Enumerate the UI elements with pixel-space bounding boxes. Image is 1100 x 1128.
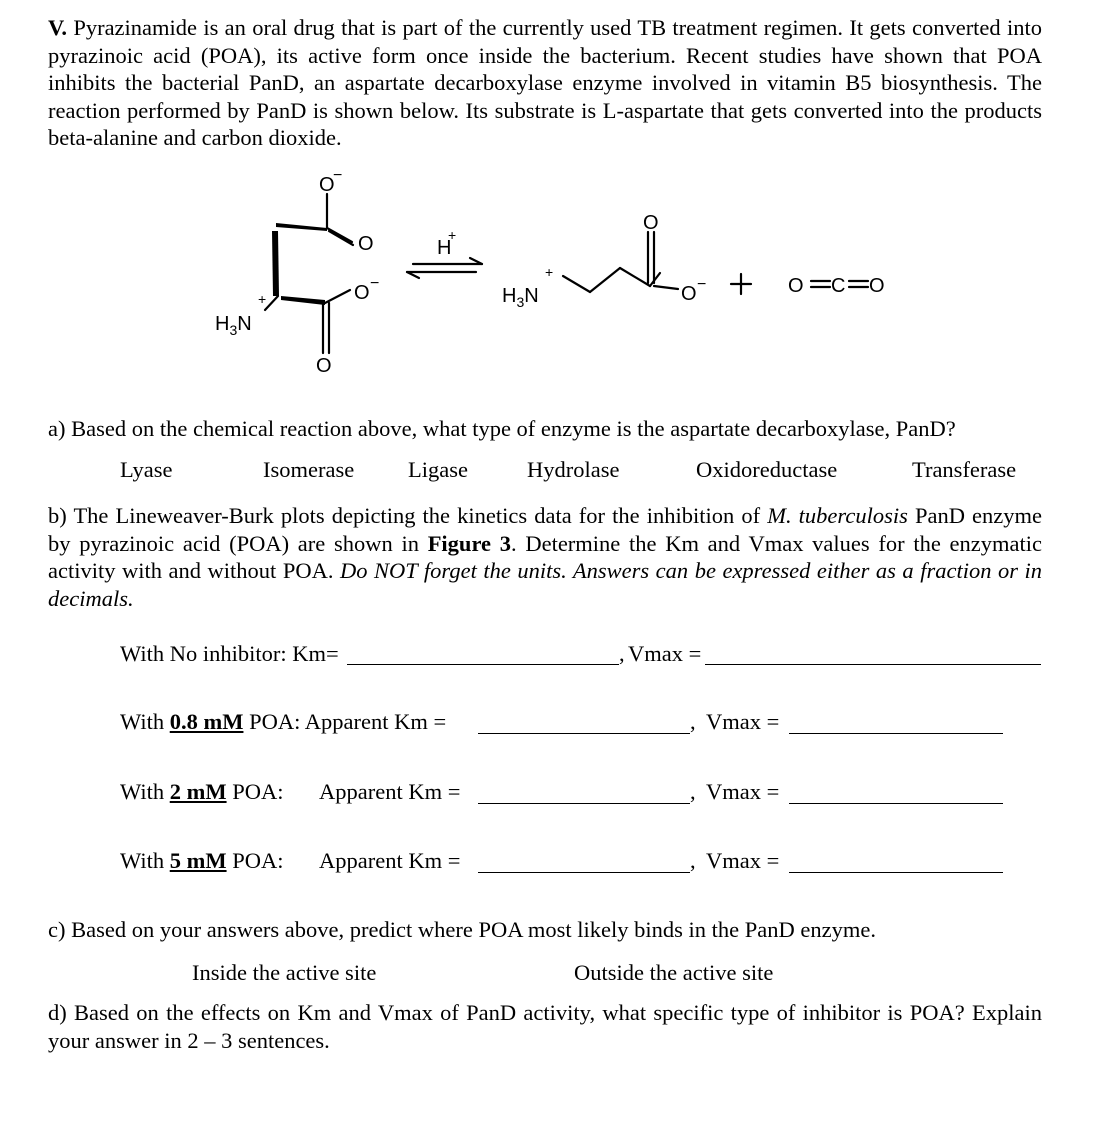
intro-text: Pyrazinamide is an oral drug that is part of the currently used TB treatment regimen. It gets converted into pyrazinoic acid (POA), its active form once inside the bacterium. Recent studies have shown that POA inhibits the bacterial PanD, an aspartate decarboxylase enzyme involved in vitamin B5 biosynthesis. The reaction performed by PanD is shown below. Its substrate is L-aspartate that gets converted into the products beta-alanine and carbon dioxide. — [48, 15, 1042, 150]
product-amine: $H_3N$ — [502, 285, 539, 310]
vmax-poa-2-blank[interactable] — [789, 803, 1003, 804]
svg-text:−: − — [333, 167, 343, 184]
vmax-poa-0-8-blank[interactable] — [789, 733, 1003, 734]
svg-text:−: − — [697, 276, 707, 293]
svg-text:+: + — [545, 264, 554, 280]
km-poa-0-8-blank[interactable] — [478, 733, 690, 734]
question-d: d) Based on the effects on Km and Vmax of PanD activity, what specific type of inhibitor is POA? Explain your answer in 2 – 3 sentences. — [48, 1000, 1042, 1053]
svg-text:C: C — [831, 275, 846, 297]
svg-text:O: O — [788, 275, 804, 297]
units-note: Do NOT forget the units. Answers can be expressed either as a fraction or in decimals. — [48, 558, 1043, 611]
svg-text:O: O — [643, 212, 659, 234]
answer-row-no-inhibitor: With No inhibitor: Km= — [120, 641, 339, 666]
question-a: a) Based on the chemical reaction above, what type of enzyme is the aspartate decarboxylase, PanD? — [48, 416, 956, 441]
option-hydrolase[interactable]: Hydrolase — [527, 457, 620, 482]
vmax-label: Vmax = — [628, 641, 702, 666]
option-outside-active-site[interactable]: Outside the active site — [574, 960, 774, 985]
svg-text:O: O — [681, 283, 697, 305]
reaction-scheme — [0, 160, 1100, 390]
intro-paragraph — [48, 14, 1042, 152]
km-poa-2-blank[interactable] — [478, 803, 690, 804]
option-ligase[interactable]: Ligase — [408, 457, 468, 482]
svg-text:O: O — [354, 282, 370, 304]
question-b: b) The Lineweaver-Burk plots depicting the kinetics data for the inhibition of M. tuberculosis PanD enzyme by pyrazinoic acid (POA) are shown in Figure 3. Determine the Km and Vmax values for the enzymatic activity with and without POA. Do NOT forget the units. Answers can be expressed either as a fraction or in decimals. — [48, 503, 1043, 611]
option-isomerase[interactable]: Isomerase — [263, 457, 355, 482]
substrate-o-top: O — [319, 174, 335, 196]
km-poa-5-blank[interactable] — [478, 872, 690, 873]
catalyst-h-plus: H — [437, 237, 452, 259]
vmax-no-inhibitor-blank[interactable] — [705, 664, 1041, 665]
km-no-inhibitor-blank[interactable] — [347, 664, 619, 665]
section-label: V. — [48, 15, 67, 40]
substrate-amine: $H_3N$ — [215, 313, 252, 338]
svg-text:+: + — [258, 291, 267, 307]
option-transferase[interactable]: Transferase — [912, 457, 1017, 482]
figure-ref: Figure 3 — [427, 530, 511, 556]
option-inside-active-site[interactable]: Inside the active site — [192, 960, 377, 985]
answer-row-poa-5: With 5 mM POA: — [120, 848, 284, 873]
svg-text:O: O — [358, 233, 374, 255]
svg-text:O: O — [316, 355, 332, 377]
answer-row-poa-0-8: With 0.8 mM POA: Apparent Km = — [120, 709, 447, 734]
svg-text:+: + — [448, 227, 457, 243]
svg-text:−: − — [370, 275, 380, 292]
option-lyase[interactable]: Lyase — [120, 457, 173, 482]
organism-name: M. tuberculosis — [767, 503, 908, 528]
vmax-poa-5-blank[interactable] — [789, 872, 1003, 873]
answer-row-poa-2: With 2 mM POA: — [120, 779, 284, 804]
question-c: c) Based on your answers above, predict where POA most likely binds in the PanD enzyme. — [48, 917, 876, 942]
svg-text:O: O — [869, 275, 885, 297]
option-oxidoreductase[interactable]: Oxidoreductase — [696, 457, 838, 482]
